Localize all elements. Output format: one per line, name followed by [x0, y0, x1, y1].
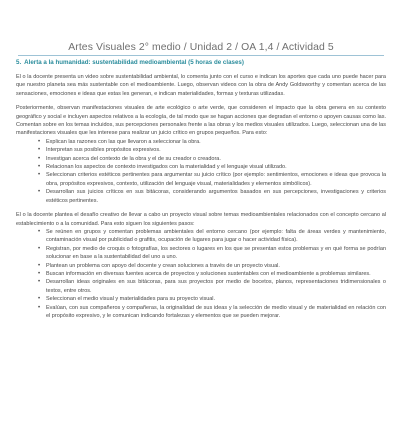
list-item: • Seleccionan criterios estéticos pertinentes para argumentar su juicio crítico (por ejemplo: sentimientos, emociones e ideas que provoca la obra, propósitos expresivos, contexto, utilización del lenguaje visual, materialidades y elementos simbólicos). — [38, 172, 386, 187]
activity-title-text: Alerta a la humanidad: sustentabilidad medioambiental (5 horas de clases) — [24, 59, 244, 66]
bullet-list-critique — [16, 138, 386, 205]
list-item: • Se reúnen en grupos y comentan problemas ambientales del entorno cercano (por ejemplo: falta de áreas verdes y mantenimiento, contaminación visual por publicidad o grafitis, ocupación de lugares para jugar o hacer actividad física). — [38, 228, 386, 244]
bullet-icon: • — [38, 138, 41, 145]
list-item: • Buscan información en diversas fuentes acerca de proyectos y soluciones sustentables con el medioambiente a problemas similares. — [38, 270, 371, 277]
bullet-icon: • — [38, 270, 41, 277]
list-item: • Desarrollan ideas originales en sus bitácoras, para sus proyectos por medio de bocetos, planos, representaciones tridimensionales o textos, entre otros. — [38, 279, 386, 294]
bullet-icon: • — [38, 296, 41, 303]
intro-paragraph: El o la docente presenta un video sobre sustentabilidad ambiental, lo comenta junto con el curso e indican los aportes que cada uno puede hacer para que nuestro planeta sea más sustentable con el medioambiente. Luego, observan videos con la obra de Andy Goldsworthy y comentan acerca de las sensaciones, emociones e ideas que estas les generan, e indican materialidades, formas y texturas utilizadas. — [16, 74, 386, 97]
list-item: • Explican las razones con las que llevaron a seleccionar la obra. — [38, 138, 201, 145]
list-item: • Plantean un problema con apoyo del docente y crean soluciones a través de un proyecto visual. — [38, 262, 280, 269]
bullet-icon: • — [38, 155, 41, 162]
third-paragraph: El o la docente plantea el desafío creativo de llevar a cabo un proyecto visual sobre temas medioambientales relacionados con el concepto cercano al establecimiento o a la comunidad. Para esto siguen los siguientes pasos: — [16, 212, 386, 227]
second-paragraph: Posteriormente, observan manifestaciones visuales de arte ecológico o arte verde, que consideren el impacto que la obra genera en su contexto geográfico y social e incluyen aspectos relativos a la ecología, de tal modo que se hagan acciones que degradan el entorno o apoyen causas como las. Comentan sobre en los temas incluidos, sus percepciones personales frente a las obras y los medios visuales utilizados. Luego, seleccionan una de las manifestaciones visuales que les interese para realizar un juicio crítico en grupos pequeños. Para esto: — [16, 105, 386, 137]
bullet-icon: • — [38, 245, 41, 252]
document-page — [0, 42, 400, 442]
list-item: • Evalúan, con sus compañeros y compañeras, la originalidad de sus ideas y la selección de medio visual y de materialidad en relación con el propósito expresivo, y le comunican indicando fortalezas y elementos que se pueden mejorar. — [38, 304, 386, 319]
bullet-icon: • — [38, 164, 41, 171]
activity-title — [16, 59, 386, 67]
bullet-icon: • — [38, 228, 41, 235]
bullet-icon: • — [38, 147, 41, 154]
list-item: • Desarrollan sus juicios críticos en sus bitácoras, considerando argumentos basados en sus percepciones, investigaciones y criterios estéticos pertinentes. — [38, 189, 386, 204]
list-item: • Investigan acerca del contexto de la obra y el de su creador o creadora. — [38, 155, 221, 162]
list-item: • Registran, por medio de croquis o fotografías, los sectores o lugares en los que se presentan estos problemas y en qué forma se podrían solucionar en base a la sustentabilidad del uno a uno. — [38, 245, 386, 261]
bullet-icon: • — [38, 262, 41, 269]
list-item: • Seleccionan el medio visual y materialidades para su proyecto visual. — [38, 296, 216, 303]
bullet-icon: • — [38, 172, 41, 179]
bullet-icon: • — [38, 189, 41, 196]
list-item: • Relacionan los aspectos de contexto investigados con la materialidad y el lenguaje visual utilizado. — [38, 164, 287, 171]
bullet-list-project — [16, 228, 386, 320]
activity-number: 5. — [16, 59, 22, 66]
bullet-icon: • — [38, 304, 41, 311]
bullet-icon: • — [38, 279, 41, 286]
list-item: • Interpretan sus posibles propósitos expresivos. — [38, 147, 161, 154]
page-header: Artes Visuales 2° medio / Unidad 2 / OA 1,4 / Actividad 5 — [18, 42, 384, 56]
